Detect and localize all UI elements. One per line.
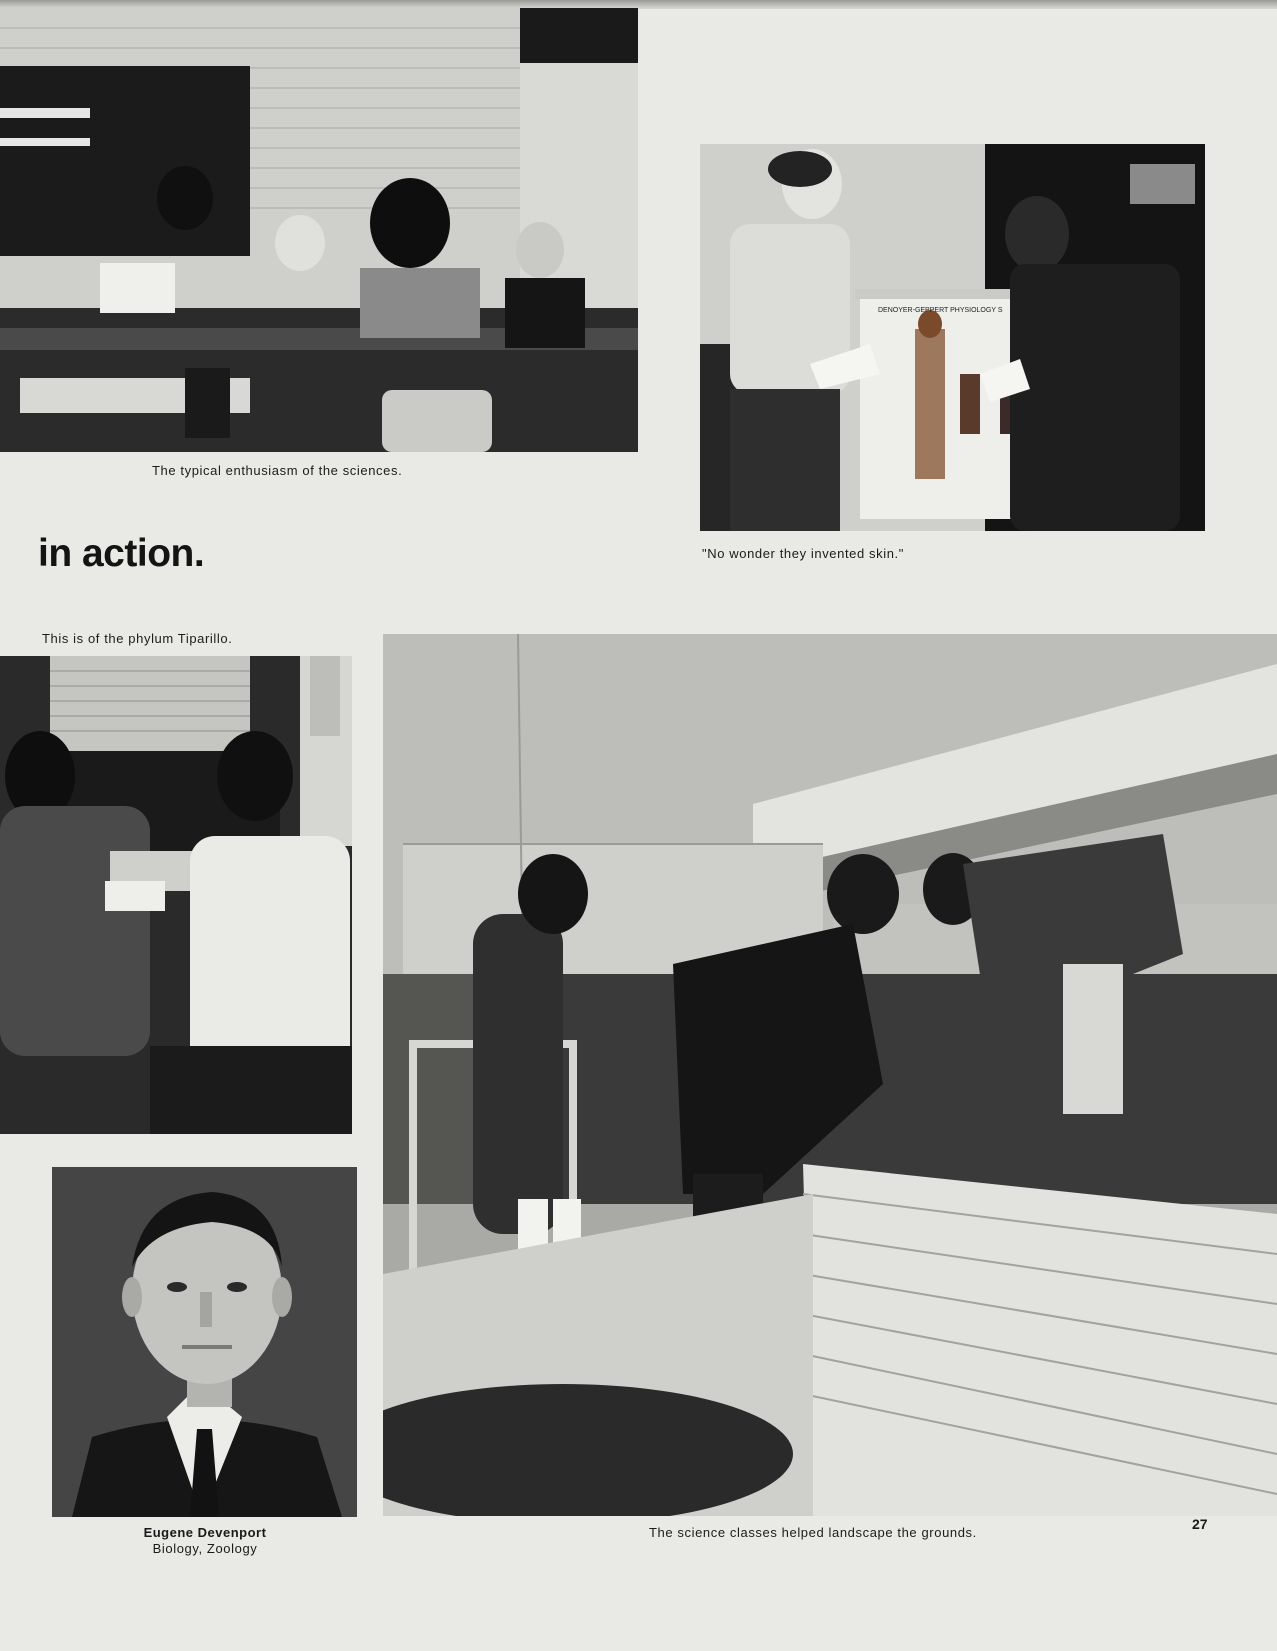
classroom-caption: The typical enthusiasm of the sciences. bbox=[152, 463, 403, 478]
anatomy-caption: "No wonder they invented skin." bbox=[702, 546, 904, 561]
faculty-caption bbox=[52, 1525, 358, 1557]
classroom-photo bbox=[0, 8, 638, 452]
physiology-chart-label: DENOYER-GEPPERT PHYSIOLOGY S bbox=[878, 307, 1003, 314]
faculty-subjects: Biology, Zoology bbox=[152, 1541, 258, 1556]
lab-desk-photo bbox=[0, 656, 352, 1134]
faculty-name: Eugene Devenport bbox=[143, 1525, 267, 1540]
tiparillo-caption: This is of the phylum Tiparillo. bbox=[42, 631, 233, 646]
anatomy-chart-photo bbox=[700, 144, 1205, 531]
faculty-portrait-photo bbox=[52, 1167, 357, 1517]
section-headline: in action. bbox=[38, 532, 205, 575]
landscaping-caption: The science classes helped landscape the grounds. bbox=[649, 1525, 977, 1540]
page-number: 27 bbox=[1192, 1516, 1208, 1532]
landscaping-photo bbox=[383, 634, 1277, 1516]
